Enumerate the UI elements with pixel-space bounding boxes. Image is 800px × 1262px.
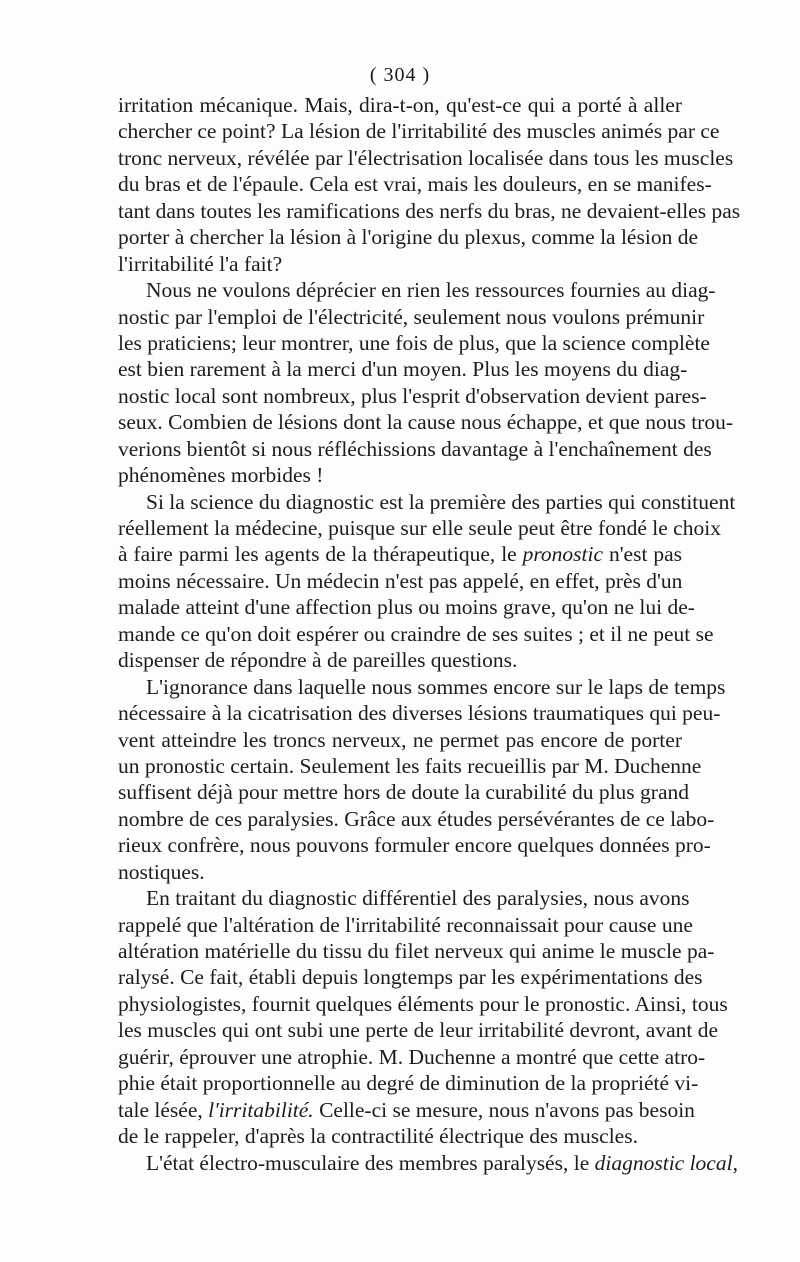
- text-line: réellement la médecine, puisque sur elle seule peut être fondé le choix: [118, 516, 721, 540]
- text-segment: L'état électro-musculaire des membres paralysés, le: [146, 1150, 590, 1175]
- text-line: suffisent déjà pour mettre hors de doute la curabilité du plus grand: [118, 780, 689, 805]
- text-line: du bras et de l'épaule. Cela est vrai, mais les douleurs, en se manifes-: [118, 172, 712, 197]
- text-line: [118, 1150, 738, 1176]
- text-segment: tale lésée,: [118, 1097, 203, 1122]
- text-line: irritation mécanique. Mais, dira-t-on, qu'est-ce qui a porté à aller: [118, 93, 682, 117]
- text-line: vent atteindre les troncs nerveux, ne permet pas encore de porter: [118, 727, 682, 752]
- text-line: moins nécessaire. Un médecin n'est pas appelé, en effet, près d'un: [118, 568, 683, 593]
- text-line: physiologistes, fournit quelques éléments pour le pronostic. Ainsi, tous: [118, 991, 728, 1016]
- text-line: mande ce qu'on doit espérer ou craindre de ses suites ; et il ne peut se: [118, 621, 714, 646]
- text-line: les praticiens; leur montrer, une fois de plus, que la science complète: [118, 330, 710, 355]
- text-line: nostiques.: [118, 859, 205, 884]
- text-line: altération matérielle du tissu du filet nerveux qui anime le muscle pa-: [118, 939, 715, 963]
- text-line: de le rappeler, d'après la contractilité électrique des muscles.: [118, 1124, 638, 1149]
- text-line: Si la science du diagnostic est la première des parties qui constituent: [146, 489, 736, 514]
- text-line: nécessaire à la cicatrisation des diverses lésions traumatiques qui peu-: [118, 701, 721, 726]
- text-line: les muscles qui ont subi une perte de leur irritabilité devront, avant de: [118, 1018, 719, 1043]
- text-line: verions bientôt si nous réfléchissions davantage à l'enchaînement des: [118, 436, 712, 461]
- text-line: phénomènes morbides !: [118, 463, 324, 488]
- text-line: guérir, éprouver une atrophie. M. Duchenne a montré que cette atro-: [118, 1044, 706, 1069]
- text-line: dispenser de répondre à de pareilles questions.: [118, 648, 518, 673]
- text-line: porter à chercher la lésion à l'origine du plexus, comme la lésion de: [118, 225, 698, 250]
- text-line: est bien rarement à la merci d'un moyen. Plus les moyens du diag-: [118, 357, 688, 382]
- text-line: chercher ce point? La lésion de l'irritabilité des muscles animés par ce: [118, 119, 720, 144]
- text-line: nostic local sont nombreux, plus l'esprit d'observation devient pares-: [118, 383, 707, 408]
- text-line: L'ignorance dans laquelle nous sommes encore sur le laps de temps: [146, 674, 726, 699]
- text-segment: à faire parmi les agents de la thérapeutique, le: [118, 542, 517, 567]
- text-line: nostic par l'emploi de l'électricité, seulement nous voulons prémunir: [118, 304, 705, 329]
- text-line: seux. Combien de lésions dont la cause nous échappe, et que nous trou-: [118, 410, 733, 435]
- text-line: tant dans toutes les ramifications des nerfs du bras, ne devaient-elles pas: [118, 198, 741, 223]
- text-line: malade atteint d'une affection plus ou moins grave, qu'on ne lui de-: [118, 595, 695, 620]
- italic-term: diagnostic local,: [594, 1150, 738, 1175]
- text-line: ralysé. Ce fait, établi depuis longtemps par les expérimentations des: [118, 965, 703, 990]
- text-line: [118, 1097, 695, 1123]
- text-line: l'irritabilité l'a fait?: [118, 251, 283, 276]
- italic-term: l'irritabilité.: [208, 1097, 314, 1122]
- text-segment: Celle-ci se mesure, nous n'avons pas besoin: [319, 1097, 695, 1122]
- text-line: rappelé que l'altération de l'irritabilité reconnaissait pour cause une: [118, 912, 693, 937]
- text-line: un pronostic certain. Seulement les faits recueillis par M. Duchenne: [118, 753, 702, 778]
- text-line: En traitant du diagnostic différentiel des paralysies, nous avons: [146, 886, 690, 911]
- text-line: tronc nerveux, révélée par l'électrisation localisée dans tous les muscles: [118, 145, 734, 170]
- text-line: Nous ne voulons déprécier en rien les ressources fournies au diag-: [146, 278, 716, 303]
- text-segment: n'est pas: [608, 542, 682, 567]
- text-line: rieux confrère, nous pouvons formuler encore quelques données pro-: [118, 833, 711, 858]
- page-number: ( 304 ): [369, 64, 431, 86]
- body-text: [118, 92, 741, 1176]
- text-line: phie était proportionnelle au degré de diminution de la propriété vi-: [118, 1071, 699, 1096]
- italic-term: pronostic: [522, 542, 604, 567]
- text-line: nombre de ces paralysies. Grâce aux études persévérantes de ce labo-: [118, 806, 715, 831]
- text-line: [118, 541, 682, 567]
